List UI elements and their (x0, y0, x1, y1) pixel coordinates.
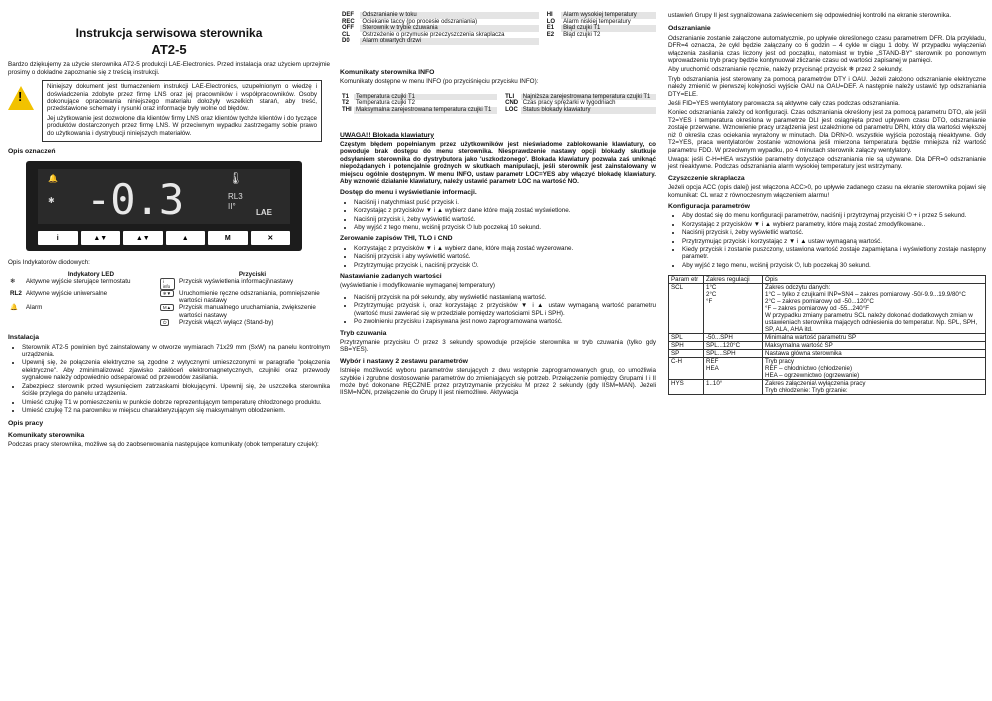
paragraph: Podczas pracy sterownika, możliwe są do zaobserwowania następujące komunikaty (obok temperatury czujek): (8, 441, 319, 449)
param-cell: HYS (669, 380, 704, 395)
list-item: • Korzystając z przycisków ▼ i ▲ wybierz dane, które mają zostać wyzerowane. (354, 245, 656, 252)
code: TLI (505, 93, 515, 100)
warning-icon: ! (8, 86, 34, 110)
code-description: Odszranianie w toku (360, 12, 538, 19)
list-item: • Przytrzymując przycisk i, oraz korzystając z przycisków ▼ i ▲ ustaw wymaganą wartość parametru (wartość musi zawierać się w przedziale pomiędzy wartościami SPL i SPH). (354, 302, 656, 317)
list-item: • Przytrzymując przycisk i, naciśnij przycisk ⏻. (354, 262, 656, 269)
code-description: Sterownik w trybie czuwania (360, 25, 538, 32)
bell-icon: 🔔 (10, 304, 18, 312)
display-panel (38, 169, 290, 224)
info-key-icon: i info (160, 278, 175, 290)
section-heading: Opis pracy (8, 420, 44, 428)
section-heading: Nastawianie zadanych wartości (340, 273, 442, 281)
down-button[interactable]: ▲▼ (81, 231, 121, 245)
section-heading: Komunikaty sterownika (8, 431, 85, 439)
section-heading: UWAGA!! Blokada klawiatury (340, 131, 435, 139)
description-cell: Zakres odczytu danych: 1°C – tylko z czujkami INP=SN4 – zakres pomiarowy -50/-9.9...19.9/80°C 2°C – zakres pomiarowy od -50...120°C °F – zakres pomiarowy od -55...240°F W przypadku zmiany parametru SCL należy dokonać dodatkowych zmian w ustawieniach sterownika mających odniesienia do temperatur. Np. SPL, SPH, SP, ALA, AHA itd. (763, 284, 986, 334)
list-item: • Naciśnij przycisk i, żeby wyświetlić wartość. (682, 229, 986, 236)
list-item: • Naciśnij przycisk i, żeby wyświetlić wartość. (354, 216, 656, 223)
param-cell: SP (669, 350, 704, 358)
code-description: Błąd czujki T1 (561, 25, 656, 32)
led-header: Indykatory LED (67, 270, 114, 278)
table-row (669, 284, 986, 334)
warning-box (42, 80, 322, 142)
warning-section (8, 80, 330, 142)
m-button[interactable]: M (208, 231, 248, 245)
table-row (669, 380, 986, 395)
paragraph: Uwaga: jeśli C-H=HEA wszystkie parametry dotyczące odszraniania nie są używane. Dla DFR=0 odszranianie jest nieaktywne. Podczas odszraniania alarm wysokiej temperatury jest wstrzymany. (668, 155, 986, 171)
paragraph: Tryb odszraniania jest sterowany za pomocą parametrów DTY i OAU. Jeżeli założono odszranianie elektryczne należy zmienić w pierwszej kolejności wyjście OAU na OAU=DEF. A następnie należy ustawić typ odszraniania DTY=ELE. (668, 75, 986, 98)
key-description: Przycisk włącz\ wyłącz (Stand-by) (179, 318, 274, 326)
code-description: Temperatura czujki T1 (354, 94, 497, 101)
range-cell: -50...SPH (704, 334, 763, 342)
key-description: Uruchomienie ręczne odszraniania, pomniejszenie wartości nastawy (179, 290, 320, 305)
display-digits: -0.3 (86, 175, 184, 225)
paragraph: Częstym błędem popełnianym przez użytkowników jest nieświadome zablokowanie klawiatury, co powoduje brak dostępu do menu sterownika. Niesprawdzenie nastawy opcji blokady skutkuje odsyłaniem sterownika do dystrybutora jako 'uszkodzonego'. Blokada klawiatury pozwala zaś uniknąć niepożądanych i potencjalnie groźnych w skutkach manipulacji, jeśli sterownik jest zainstalowany w miejscu ogólnie dostępnym. W menu INFO, ustaw parametr LOC=YES aby włączyć blokadę klawiatury. Aby wznowić działanie klawiatury, należy ustawić parametr LOC na wartość NO. (340, 140, 656, 185)
key-description: Przycisk wyświetlenia informacji\nastawy (179, 278, 294, 286)
code-description: Alarm niskiej temperatury (563, 18, 631, 25)
code: CND (505, 100, 519, 107)
section-heading: Tryb czuwania (340, 329, 387, 337)
list-item: • Aby wyjść z tego menu, wciśnij przycisk ⏻, lub poczekaj 30 sekund. (682, 262, 986, 269)
document-title: Instrukcja serwisowa sterownika (75, 26, 263, 40)
intro-text: Bardzo dziękujemy za użycie sterownika AT2-5 produkcji LAE-Electronics. Przed instalacja oraz użyciem uprzejmie prosimy o dokładne zapoznanie się z treścią instrukcji. (8, 61, 330, 76)
indicators-intro: Opis Indykatorów diodowych: (8, 259, 90, 267)
code-description: Błąd czujki T2 (563, 31, 601, 38)
code: CL (342, 31, 350, 38)
display-label: II° (228, 202, 236, 212)
code-description: Maksymalna zarejestrowana temperatura czujki T1 (354, 107, 497, 114)
range-cell: 1°C 2°C °F (704, 284, 763, 334)
list-item: • Po zwolnieniu przycisku i zapisywana jest nowo zaprogramowana wartość. (354, 318, 656, 325)
paragraph: Jeżeli opcja ACC (opis dalej) jest włączona ACC>0, po upływie zadanego czasu na ekranie sterownika pojawi się komunikat: CL wraz z równoczesnym włączeniem alarmu! (668, 184, 986, 199)
list-item: • Upewnij się, że połączenia elektryczne są zgodne z wytycznymi umieszczonymi w paragrafie "połączenia elektryczne". Aby zminimalizować zjawisko zakłóceń elektromagnetycznych, czujniki oraz przewody sygnałowe należy odpowiednio odseparować od przewodów zasilania. (22, 359, 330, 381)
installation-list (8, 344, 330, 415)
range-cell: 1..10° (704, 380, 763, 395)
code-description: Status blokady klawiatury (521, 107, 656, 114)
paragraph: ustawień Grupy II jest sygnalizowana zaświeceniem się odpowiedniej kontrolki na ekranie sterownika. (668, 12, 952, 19)
paragraph: Komunikaty dostępne w menu INFO (po przyciśnięciu przycisku INFO): (340, 78, 539, 86)
description-cell: Zakres załączenia\ wyłączenia pracy Tryb chłodzenie: Tryb grzanie: (763, 380, 986, 395)
range-cell: REF HEA (704, 358, 763, 380)
list-item: • Aby dostać się do menu konfiguracji parametrów, naciśnij i przytrzymaj przyciski ⏻ + i przez 5 sekund. (682, 212, 986, 219)
defrost-key-icon: ❄▼ (160, 290, 174, 297)
list-item: • Przytrzymując przycisk i korzystając z ▼ i ▲ ustaw wymaganą wartość. (682, 238, 986, 245)
section-heading: Czyszczenie skraplacza (668, 174, 745, 182)
model-title: AT2-5 (151, 42, 187, 57)
code: E2 (546, 31, 555, 38)
code: HI (546, 12, 553, 18)
status-codes-table (340, 12, 656, 45)
code-description: Ostrzeżenie o przymusie przeczyszczenia skraplacza (362, 31, 505, 38)
keys-header: Przyciski (238, 270, 267, 278)
code-description: Temperatura czujki T2 (356, 100, 415, 107)
section-heading: Opis oznaczeń (8, 148, 56, 156)
code: D0 (342, 38, 350, 45)
close-button[interactable]: ✕ (251, 231, 291, 245)
code: E1 (546, 25, 555, 32)
description-cell: Nastawa główna sterownika (763, 350, 986, 358)
section-heading: Dostęp do menu i wyświetlanie informacji. (340, 189, 477, 197)
param-cell: C-H (669, 358, 704, 380)
manual-key-icon: M▲ (160, 304, 174, 311)
led-description: Aktywne wyjście uniwersalne (25, 290, 108, 298)
power-key-icon: ⏻ (160, 319, 170, 326)
left-column (8, 0, 330, 451)
code-description: Ociekanie taccy (po procesie odszraniania) (362, 18, 478, 25)
paragraph: Aby uruchomić odszranianie ręcznie, należy przycisnąć przycisk ❄ przez 2 sekundy. (668, 66, 903, 74)
paragraph: Przytrzymanie przycisku ⏻ przez 3 sekundy spowoduje przejście sterownika w tryb czuwania (tylko gdy SB=YES). (340, 338, 656, 354)
up-button[interactable]: ▲ (166, 231, 206, 245)
code-description: Alarm wysokiej temperatury (561, 12, 656, 19)
led-description: Alarm (25, 304, 43, 312)
display-buttons (38, 231, 290, 245)
param-cell: SPH (669, 342, 704, 350)
warning-paragraph: Jej użytkowanie jest dozwolone dla klientów firmy LNS oraz klientów tychże klientów i do tyczące produktów dostarczonych przez firmę LNS. W przeciwnym wypadku zastrzegamy sobie prawo do użytkowania i dystrybucji niniejszych materiałów. (47, 114, 317, 137)
menu-access-list (340, 199, 656, 232)
list-item: • Naciśnij i natychmiast puść przycisk i. (354, 199, 656, 206)
list-item: • Sterownik AT2-5 powinien być zainstalowany w otworze wymiarach 71x29 mm (SxW) na panelu kontrolnym urządzenia. (22, 344, 330, 359)
paragraph: Jeśli FID=YES wentylatory parowacza są aktywne cały czas podczas odszraniania. (668, 100, 900, 108)
list-item: • Zabezpiecz sterownik przed wysunięciem zatrzaskami blokującymi. Upewnij się, że uszczelka sterownika ściśle przylega do panelu urządzenia. (22, 383, 330, 398)
code-description: Czas pracy sprężarki w tygodniach (522, 100, 616, 107)
description-cell: Tryb pracy REF – chłodnictwo (chłodzenie) HEA – ogrzewnictwo (ogrzewanie) (763, 358, 986, 380)
list-item: • Umieść czujkę T2 na parowniku w miejscu charakteryzującym się maksymalnym oblodzeniem. (22, 407, 330, 414)
table-row (669, 350, 986, 358)
code: REC (342, 18, 355, 25)
section-heading: Komunikaty sterownika INFO (340, 68, 435, 76)
section-heading: Konfiguracja parametrów (668, 202, 750, 210)
list-item: • Naciśnij przycisk i aby wyświetlić wartość. (354, 253, 656, 260)
table-row (669, 334, 986, 342)
list-item: • Kiedy przycisk i zostanie puszczony, ustawiona wartość zostaje zapamiętana i wyświetlony zostaje następny parametr. (682, 246, 986, 261)
table-row (669, 342, 986, 350)
description-cell: Maksymalna wartość SP (763, 342, 986, 350)
setpoint-list (340, 294, 656, 326)
code: DEF (342, 12, 354, 18)
config-list (668, 212, 986, 269)
key-description: Przycisk manualnego uruchamiania, zwiększenie wartości nastawy (179, 304, 316, 319)
table-row (669, 358, 986, 380)
code: LO (546, 18, 556, 25)
table-header: Zakres regulacji (704, 276, 763, 284)
param-cell: SPL (669, 334, 704, 342)
list-item: • Aby wyjść z tego menu, wciśnij przycisk ⏻ lub poczekaj 10 sekund. (354, 224, 656, 231)
info-codes-table (340, 94, 656, 114)
paragraph: Istnieje możliwość wyboru parametrów sterujących z dwu wstępnie zaprogramowanych grup, co umożliwia szybkie i zgrubne dostosowanie parametrów do zmieniających się potrzeb. Przełączenie pomiędzy Grupami I i II może być dokonane RĘCZNIE przez przytrzymanie przycisku M przez 2 sekundy (gdy IISM=MAN). Jeżeli IISM=NON, przełączenie do Grupy II jest niemożliwe. Aktywacja (340, 367, 656, 397)
reset-list (340, 245, 656, 269)
gear-icon: ✱ (48, 196, 55, 206)
list-item: • Naciśnij przycisk na pół sekundy, aby wyświetlić nastawianą wartość. (354, 294, 656, 301)
range-cell: SPL...SPH (704, 350, 763, 358)
code: T1 (342, 93, 350, 100)
warning-paragraph: Niniejszy dokument jest tłumaczeniem instrukcji LAE-Electronics, uzupełnionym o wiedzę i doświadczenia zdobyte przez firmę LNS oraz jej pracowników i współpracowników. Osoby dokonujące opracowania niniejszego materiału dołożyły wszelkich starań, aby treść, przedstawione schematy i rysunki oraz informacje były wolne od błędów. (47, 83, 317, 113)
code: T2 (342, 100, 350, 107)
section-heading: Zerowanie zapisów THI, TLO i CND (340, 235, 453, 243)
section-heading: Instalacja (8, 334, 39, 342)
code-description: Najniższa zarejestrowana temperatura czujki T1 (521, 94, 656, 101)
code: OFF (342, 25, 354, 32)
paragraph: Koniec odszraniania zależy od konfiguracji. Czas odszraniania określony jest za pomocą parametru DTO, ale jeśli T2=YES i temperatura określona w parametrze DLI jest osiągnięta przed upływem czasu DTO, odszranianie zostaje przerwane. Wznowienie pracy urządzenia jest uzależnione od parametru DRN, który dla wartości większej niż 0 określa czas ociekania wyrażony w minutach. Dla DRN>0. wszystkie wyjścia pozostają nieaktywne. Gdy T2=YES, praca wentylatorów zostanie wznowiona jeśli mierzona temperatura będzie mniejsza niż wartość parametru FDD. W przeciwnym wypadku, po 4 minutach sterownik załączy wentylatory. (668, 109, 986, 154)
section-heading: Wybór i nastawy 2 zestawu parametrów (340, 357, 468, 365)
code: THI (342, 106, 352, 113)
rl2-icon: RL2 (10, 290, 22, 298)
defrost-button[interactable]: ▲▼ (123, 231, 163, 245)
led-table (8, 271, 328, 326)
led-description: Aktywne wyjście sterujące termostatu (25, 278, 131, 286)
right-column (668, 0, 986, 395)
param-cell: SCL (669, 284, 704, 334)
list-item: • Korzystając z przycisków ▼ i ▲ wybierz parametry, które mają zostać zmodyfikowane.. (682, 221, 986, 228)
parameters-table (668, 275, 986, 395)
controller-display-image (26, 161, 302, 251)
table-header: Param etr (669, 276, 704, 284)
lae-logo: LAE (256, 208, 272, 218)
paragraph: Odszranianie zostanie załączone automatycznie, po upływie określonego czasu parametrem DFR. Dla przykładu, DFR=4 oznacza, że cykl będzie załączany co 6 godzin – 4 cykle w ciągu 1 doby. W przypadku wyłączenia\ włączenia zasilania czas liczony jest od początku, natomiast w trybie „STAND-BY" sterownik po ponownym wprowadzeniu tryb pracy będzie kontynuował zliczanie czasu od wartości zapisanej w pamięci. (668, 34, 986, 65)
code: LOC (505, 106, 518, 113)
bell-icon: 🔔 (48, 174, 58, 184)
range-cell: SPL...120°C (704, 342, 763, 350)
info-button[interactable]: i (38, 231, 78, 245)
list-item: • Korzystając z przycisków ▼ i ▲ wybierz dane które mają zostać wyświetlone. (354, 207, 656, 214)
section-heading: Odszranianie (668, 25, 711, 33)
list-item: • Umieść czujkę T1 w pomieszczeniu w punkcie dobrze reprezentującym temperaturę chłodzonego produktu. (22, 399, 330, 406)
thermometer-icon: 🌡 (228, 171, 244, 186)
code-description: Alarm otwartych drzwi (360, 38, 538, 45)
display-label: RL3 (228, 192, 243, 202)
middle-column (340, 0, 656, 399)
table-header: Opis (763, 276, 986, 284)
paragraph: (wyświetlanie i modyfikowanie wymaganej temperatury) (340, 282, 496, 290)
snowflake-icon: ❄ (10, 278, 16, 286)
description-cell: Minimalna wartość parametru SP (763, 334, 986, 342)
